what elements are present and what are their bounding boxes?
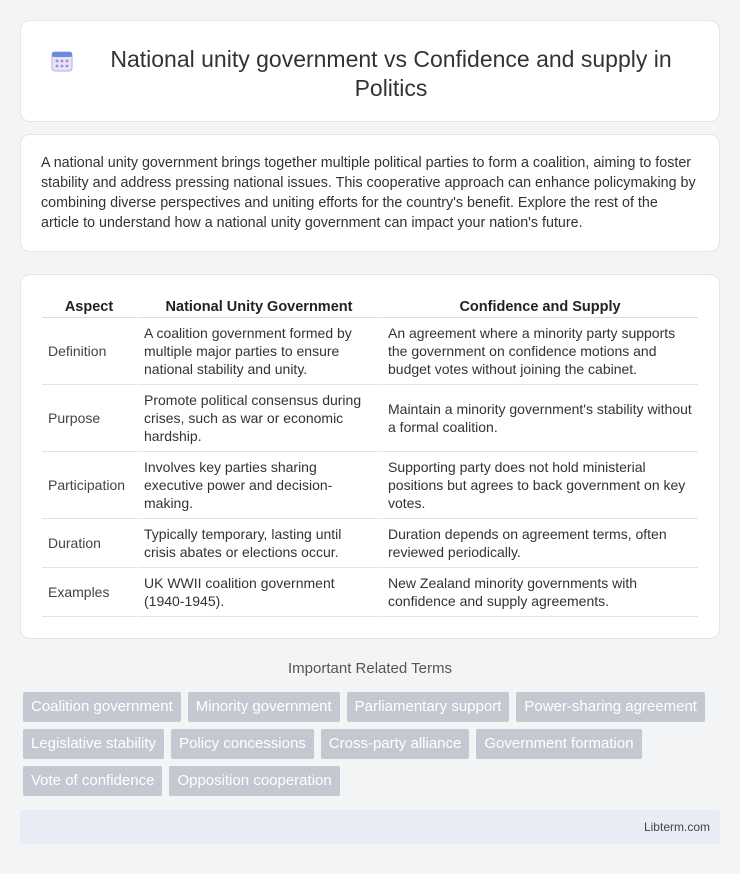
title-row bbox=[21, 21, 719, 103]
comparison-table-card bbox=[20, 274, 720, 639]
header-confidence-supply: Confidence and Supply bbox=[380, 294, 698, 318]
table-row bbox=[42, 519, 698, 568]
nug-cell: UK WWII coalition government (1940-1945). bbox=[136, 568, 380, 617]
cs-cell: New Zealand minority governments with confidence and supply agreements. bbox=[380, 568, 698, 617]
header-national-unity: National Unity Government bbox=[136, 294, 380, 318]
comparison-table bbox=[42, 294, 698, 617]
related-term-tag[interactable]: Power-sharing agreement bbox=[516, 692, 705, 722]
nug-cell: A coalition government formed by multiple major parties to ensure national stability and unity. bbox=[136, 318, 380, 385]
related-term-tag[interactable]: Legislative stability bbox=[23, 729, 164, 759]
related-term-tag[interactable]: Policy concessions bbox=[171, 729, 314, 759]
aspect-cell: Duration bbox=[42, 519, 136, 568]
related-terms-list bbox=[23, 692, 723, 796]
related-terms-title: Important Related Terms bbox=[288, 660, 452, 677]
related-term-tag[interactable]: Government formation bbox=[476, 729, 641, 759]
intro-card bbox=[20, 134, 720, 252]
header-aspect: Aspect bbox=[42, 294, 136, 318]
table-row bbox=[42, 318, 698, 385]
related-term-tag[interactable]: Coalition government bbox=[23, 692, 181, 722]
aspect-cell: Purpose bbox=[42, 385, 136, 452]
table-header-row bbox=[42, 294, 698, 318]
related-term-tag[interactable]: Vote of confidence bbox=[23, 766, 162, 796]
page-title: National unity government vs Confidence and supply in Politics bbox=[110, 46, 672, 101]
nug-cell: Typically temporary, lasting until crisis abates or elections occur. bbox=[136, 519, 380, 568]
aspect-cell: Definition bbox=[42, 318, 136, 385]
calendar-icon bbox=[51, 50, 73, 72]
nug-cell: Promote political consensus during crises, such as war or economic hardship. bbox=[136, 385, 380, 452]
cs-cell: Maintain a minority government's stability without a formal coalition. bbox=[380, 385, 698, 452]
intro-paragraph: A national unity government brings together multiple political parties to form a coalition, aiming to foster stability and address pressing national issues. This cooperative approach can enhance policymaking by combining diverse perspectives and uniting efforts for the country's benefit. Explore the rest of the article to understand how a national unity government can impact your nation's future. bbox=[41, 155, 696, 231]
related-term-tag[interactable]: Cross-party alliance bbox=[321, 729, 470, 759]
cs-cell: Duration depends on agreement terms, often reviewed periodically. bbox=[380, 519, 698, 568]
footer bbox=[20, 810, 720, 844]
related-term-tag[interactable]: Opposition cooperation bbox=[169, 766, 339, 796]
nug-cell: Involves key parties sharing executive power and decision-making. bbox=[136, 452, 380, 519]
table-row bbox=[42, 568, 698, 617]
cs-cell: Supporting party does not hold ministerial positions but agrees to back government on key votes. bbox=[380, 452, 698, 519]
table-row bbox=[42, 385, 698, 452]
related-term-tag[interactable]: Parliamentary support bbox=[347, 692, 510, 722]
table-row bbox=[42, 452, 698, 519]
related-term-tag[interactable]: Minority government bbox=[188, 692, 340, 722]
cs-cell: An agreement where a minority party supports the government on confidence motions and budget votes without joining the cabinet. bbox=[380, 318, 698, 385]
footer-site-link[interactable]: Libterm.com bbox=[643, 820, 710, 834]
aspect-cell: Examples bbox=[42, 568, 136, 617]
aspect-cell: Participation bbox=[42, 452, 136, 519]
title-card bbox=[20, 20, 720, 122]
